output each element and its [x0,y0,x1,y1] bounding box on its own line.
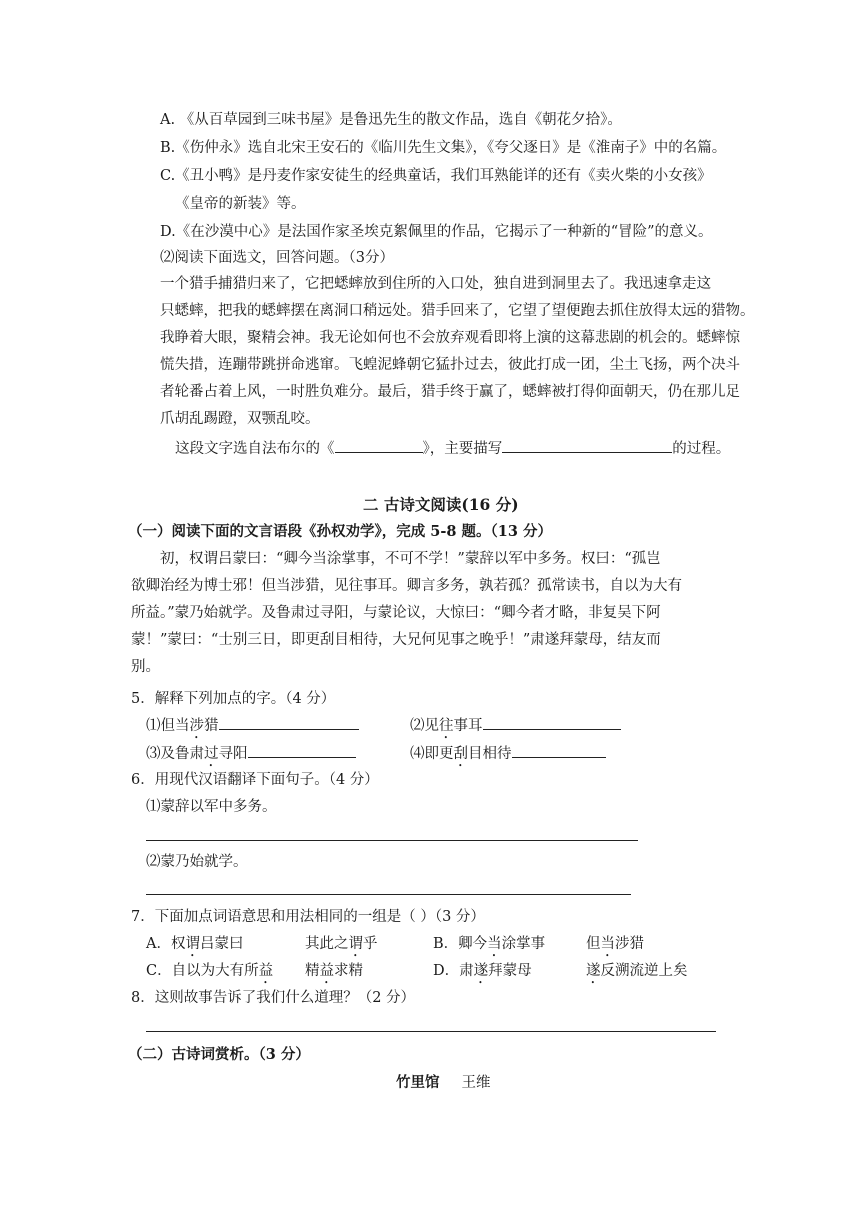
item-text: 寻阳 [218,746,248,762]
option-c-line1: C.《丑小鸭》是丹麦作家安徒生的经典童话，我们耳熟能详的还有《卖火柴的小女孩》 [160,168,712,184]
q5-item-4 [410,743,606,770]
classical-passage-line: 蒙！”蒙曰：“士别三日，即更刮目相待，大兄何见事之晚乎！”肃遂拜蒙母，结友而 [131,632,661,648]
part2-heading: （二）古诗词赏析。（3 分） [128,1046,310,1063]
q6-sentence-1: ⑴蒙辞以军中多务。 [146,799,277,815]
poem-heading [396,1073,491,1093]
classical-passage-line: 欲卿治经为博士邪！但当涉猎，见往事耳。卿言多务，孰若孤？孤常读书，自以为大有 [131,578,682,594]
dotted-char: 刮 [453,746,468,762]
fill-text-c: 的过程。 [672,441,731,457]
q7-choice-a2 [305,934,378,960]
reading-passage-line: 我睁着大眼，聚精会神。我无论如何也不会放弃观看即将上演的这幕悲剧的机会的。蟋蟀惊 [160,330,740,346]
poem-author: 王维 [461,1075,491,1091]
answer-line[interactable] [146,894,631,895]
book-title-blank[interactable] [335,438,423,453]
option-d: D.《在沙漠中心》是法国作家圣埃克絮佩里的作品，它揭示了一种新的“冒险”的意义。 [160,224,713,240]
dotted-char: 当 [600,936,615,952]
reading-prompt: ⑵阅读下面选文，回答问题。（3分） [160,250,394,266]
classical-passage-line: 别。 [131,659,160,675]
option-b: B.《伤仲永》选自北宋王安石的《临川先生文集》，《夸父逐日》是《淮南子》中的名篇。 [160,140,727,156]
section-title: 二 古诗文阅读(16 分) [363,495,519,514]
reading-passage-line: 只蟋蟀，把我的蟋蟀摆在离洞口稍远处。猎手回来了，它望了望便跑去抓住放得太远的猎物。 [160,303,755,319]
answer-blank[interactable] [512,743,606,758]
dotted-char: 谓 [185,936,200,952]
description-blank[interactable] [502,438,672,453]
item-text: 拜蒙母 [488,963,532,979]
q5-prompt: 5．解释下列加点的字。（4 分） [131,691,336,707]
item-text: 乎 [363,936,378,952]
q5-item-2 [410,715,621,742]
dotted-char: 过 [204,746,219,762]
q7-choice-d1 [433,961,532,987]
reading-passage-line: 慌失措，连蹦带跳拼命逃窜。飞蝗泥蜂朝它猛扑过去，彼此打成一团，尘土飞扬，两个决斗 [160,357,740,373]
item-text: B．卿今 [433,936,488,952]
dotted-char: 涉 [189,718,204,734]
classical-passage-line: 初，权谓吕蒙曰：“卿今当涂掌事，不可不学！”蒙辞以军中多务。权曰：“孤岂 [160,551,661,567]
reading-passage-line: 者轮番占着上风，一时胜负难分。最后，猎手终于赢了，蟋蟀被打得仰面朝天，仍在那儿足 [160,384,740,400]
item-text: A．权 [146,936,186,952]
q7-prompt: 7．下面加点词语意思和用法相同的一组是（ ）（3 分） [131,909,485,925]
answer-line[interactable] [146,1031,716,1032]
item-text: 猎 [204,718,219,734]
item-text: 事耳 [453,718,483,734]
dotted-char: 益 [319,963,334,979]
q6-sentence-2: ⑵蒙乃始就学。 [146,854,248,870]
dotted-char: 遂 [586,963,601,979]
q7-choice-a1 [146,934,243,960]
item-text: C．自以为大有所 [146,963,259,979]
fill-text-a: 这段文字选自法布尔的《 [175,441,335,457]
item-text: ⑴但当 [146,718,190,734]
item-text: ⑶及鲁肃 [146,746,204,762]
reading-passage-line: 一个猎手捕猎归来了，它把蟋蟀放到住所的入口处，独自进到洞里去了。我迅速拿走这 [160,276,711,292]
part1-heading: （一）阅读下面的文言语段《孙权劝学》，完成 5-8 题。（13 分） [128,523,553,540]
q7-choice-c2 [305,961,363,987]
item-text: 涉猎 [615,936,644,952]
option-c-line2: 《皇帝的新装》等。 [175,196,306,212]
poem-title: 竹里馆 [396,1074,440,1091]
dotted-char: 当 [487,936,502,952]
reading-passage-line: 爪胡乱踢蹬，双颚乱咬。 [160,411,320,427]
item-text: 反溯流逆上矣 [600,963,688,979]
q7-choice-b1 [433,934,545,960]
item-text: 求精 [334,963,363,979]
item-text: 但 [586,936,601,952]
item-text: 其此之 [305,936,349,952]
fill-text-b: 》，主要描写 [422,441,503,457]
item-text: ⑷即更 [410,746,454,762]
dotted-char: 遂 [473,963,489,979]
item-text: D．肃 [433,963,474,979]
dotted-char: 谓 [348,936,363,952]
item-text: 吕蒙曰 [199,936,244,952]
item-text: 精 [305,963,320,979]
answer-blank[interactable] [483,715,621,730]
answer-blank[interactable] [248,743,356,758]
q6-prompt: 6．用现代汉语翻译下面句子。（4 分） [131,772,379,788]
answer-line[interactable] [146,840,638,841]
q5-item-3 [146,743,356,770]
q5-item-1 [146,715,359,742]
option-a: A. 《从百草园到三味书屋》是鲁迅先生的散文作品，选自《朝花夕拾》。 [160,112,622,128]
classical-passage-line: 所益。”蒙乃始就学。及鲁肃过寻阳，与蒙论议，大惊曰：“卿今者才略，非复吴下阿 [131,605,661,621]
q7-choice-c1 [146,961,273,987]
dotted-char: 益 [258,963,274,979]
item-text: 涂掌事 [501,936,546,952]
item-text: ⑵见 [410,718,439,734]
q7-choice-b2 [586,934,644,960]
item-text: 目相待 [468,746,512,762]
answer-blank[interactable] [219,715,359,730]
reading-fill-in [175,438,730,459]
q7-choice-d2 [586,961,688,987]
dotted-char: 往 [439,718,454,734]
q8-prompt: 8．这则故事告诉了我们什么道理？（2 分） [131,990,416,1006]
